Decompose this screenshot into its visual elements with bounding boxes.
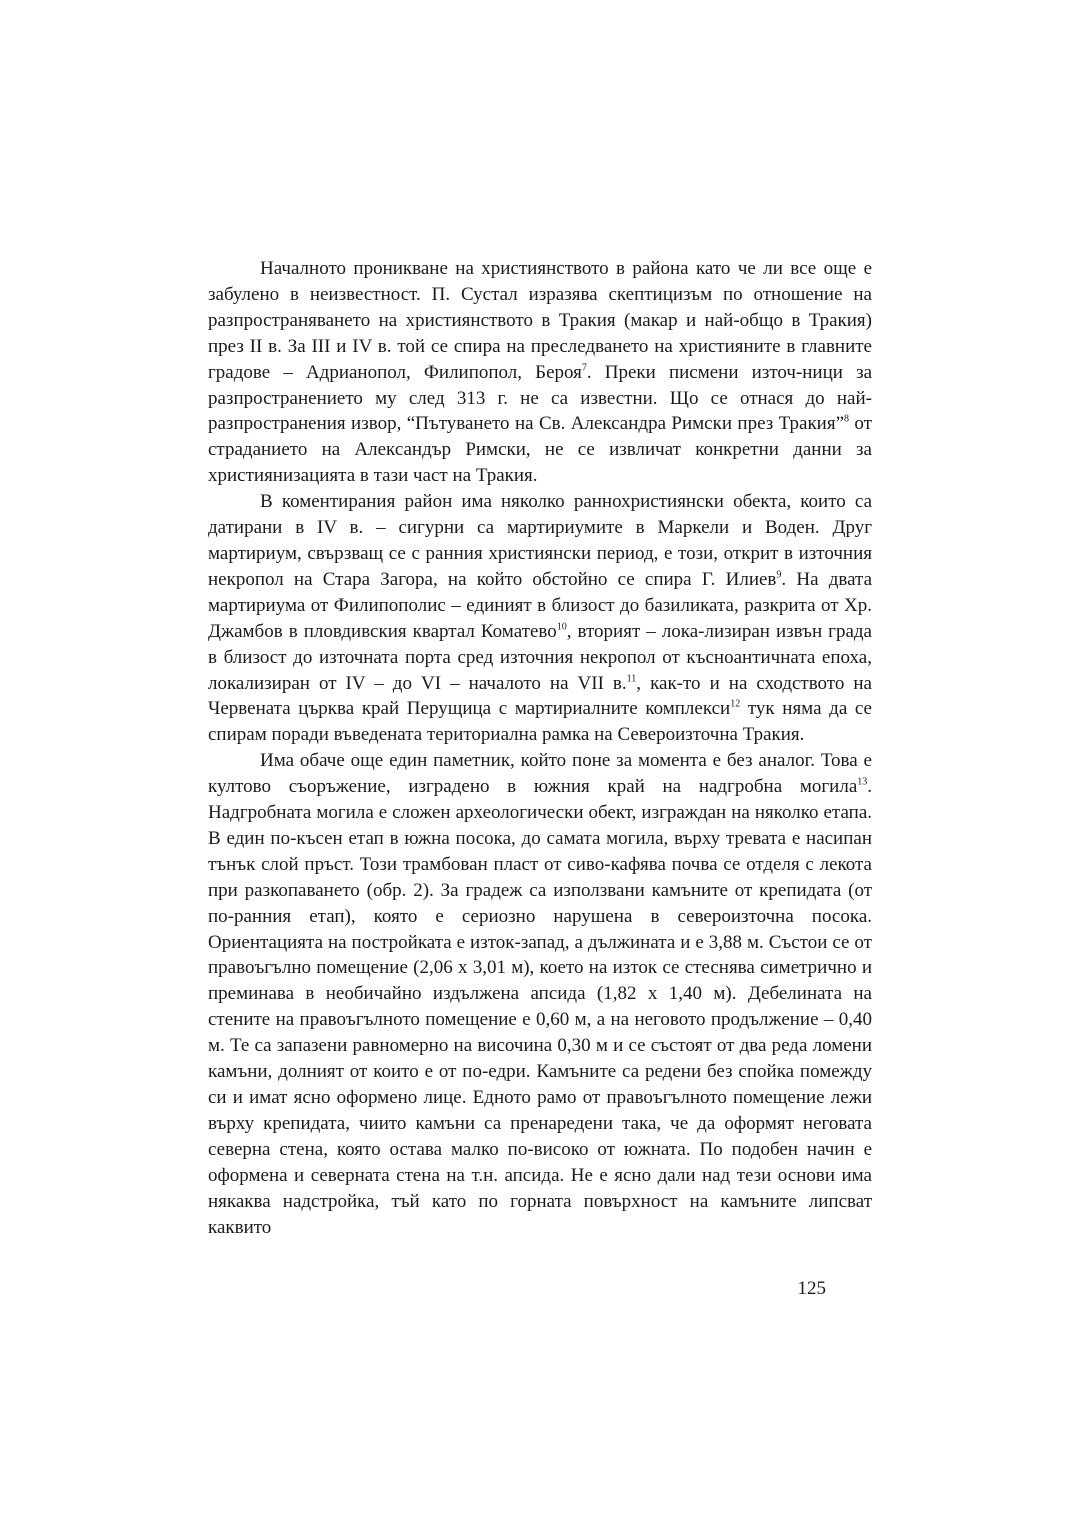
footnote-ref[interactable]: 7 [581, 362, 587, 374]
text-run: от страданието на Александър Римски, не се извличат конкретни данни за християнизацията в тази част на Тракия. [208, 413, 872, 487]
text-run: . Надгробната могила е сложен археологически обект, изграждан на няколко етапа. В един по-късен етап в южна посока, до самата могила, върху тревата е насипан тънък слой пръст. Този трамбован пласт от сиво-кафява почва се отделя с лекота при разкопаването (обр. 2). За градеж са използвани камъните от крепидата (от по-ранния етап), която е сериозно нарушена в североизточна посока. Ориентацията на постройката е изток-запад, а дължината и е 3,88 м. Състои се от правоъгълно помещение (2,06 х 3,01 м), което на изток се стеснява симетрично и преминава в необичайно издължена апсида (1,82 х 1,40 м). Дебелината на стените на правоъгълното помещение е 0,60 м, а на неговото продължение – 0,40 м. Те са запазени равномерно на височина 0,30 м и се състоят от два реда ломени камъни, долният от които е от по-едри. Камъните са редени без спойка помежду си и имат ясно оформено лице. Едното рамо от правоъгълното помещение лежи върху крепидата, чиито камъни са пренаредени така, че да оформят неговата северна стена, която остава малко по-високо от южната. По подобен начин е оформена и северната стена на т.н. апсида. Не е ясно дали над тези основи има някаква надстройка, тъй като по горната повърхност на камъните липсват каквито [208, 776, 872, 1238]
footnote-ref[interactable]: 10 [556, 621, 567, 633]
text-run: , как-то и на сходството на Червената църква край Перущица с мартириалните комплекси [208, 672, 872, 720]
text-run: Има обаче още един паметник, който поне за момента е без аналог. Това е култово съоръжение, изградено в южния край на надгробна могила [208, 750, 872, 798]
document-page [208, 256, 872, 1240]
footnote-ref[interactable]: 8 [844, 414, 850, 426]
text-run: . Преки писмени източ-ници за разпространението му след 313 г. не са известни. Що се отнася до най-разпространения извор, “Пътуването на Св. Александра Римски през Тракия” [208, 361, 873, 435]
page-number: 125 [797, 1278, 826, 1299]
footnote-ref[interactable]: 9 [776, 569, 782, 581]
footnote-ref[interactable]: 13 [857, 776, 868, 788]
paragraph-1 [208, 256, 872, 489]
text-run: . На двата мартириума от Филипополис – единият в близост до базиликата, разкрита от Хр. Джамбов в пловдивския квартал Коматево [208, 568, 872, 642]
text-run: тук няма да се спирам поради въведената териториална рамка на Североизточна Тракия. [208, 698, 872, 746]
paragraph-2 [208, 489, 872, 748]
paragraph-3 [208, 748, 872, 1240]
text-run: Началното проникване на християнството в района като че ли все още е забулено в неизвестност. П. Сустал изразява скептицизъм по отношение на разпространяването на християнството в Тракия (макар и най-общо в Тракия) през II в. За III и IV в. той се спира на преследването на християните в главните градове – Адрианопол, Филипопол, Бероя [208, 258, 872, 383]
footnote-ref[interactable]: 11 [626, 673, 637, 685]
text-run: В коментирания район има няколко раннохристиянски обекта, които са датирани в IV в. – сигурни са мартириумите в Маркели и Воден. Друг мартириум, свързващ се с ранния християнски период, е този, открит в източния некропол на Стара Загора, на който обстойно се спира Г. Илиев [208, 491, 872, 590]
footnote-ref[interactable]: 12 [730, 699, 741, 711]
text-run: , вторият – лока-лизиран извън града в близост до източната порта сред източния некропол от късноантичната епоха, локализиран от IV – до VI – началото на VII в. [208, 620, 872, 694]
